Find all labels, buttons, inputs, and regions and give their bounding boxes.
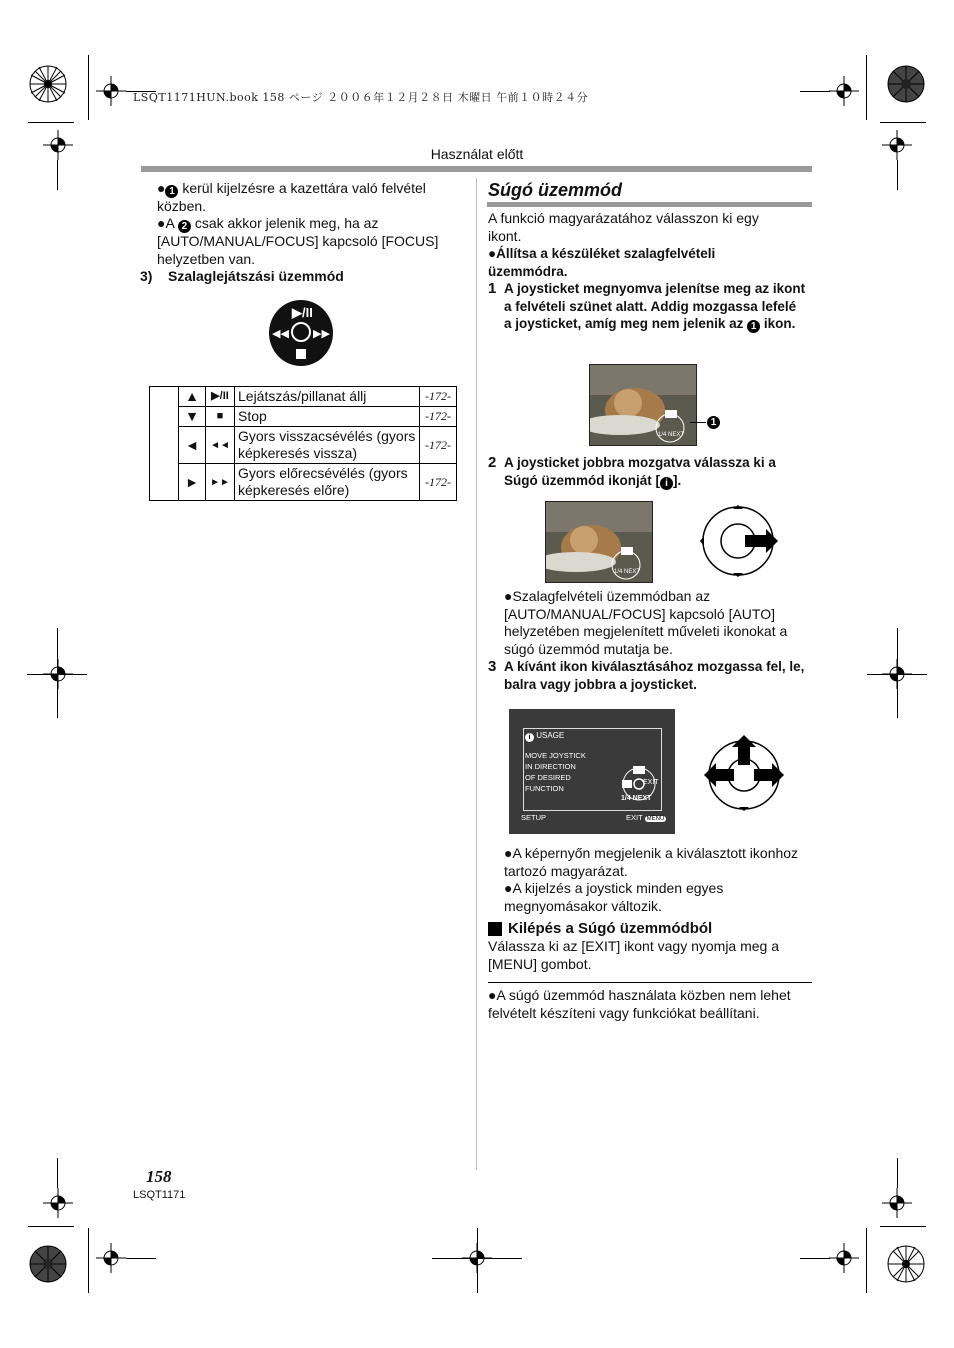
page-ref: -172-: [420, 387, 457, 407]
intro-text: A funkció magyarázatához válasszon ki egy ikont.: [488, 210, 759, 244]
play-pause-icon: ▶/II: [206, 387, 235, 407]
exit-label: EXIT: [643, 779, 659, 786]
next-label: 1/4 NEXT: [621, 795, 652, 802]
direction-arrow: ▼: [179, 407, 206, 427]
playback-joystick-icon: [268, 299, 334, 367]
page-ref: -172-: [420, 427, 457, 464]
operation-label: Stop: [235, 407, 420, 427]
page-number: 158: [146, 1167, 172, 1186]
crosshair-icon: [829, 1243, 859, 1273]
usage-screen: [509, 709, 675, 834]
callout-marker: 1: [165, 185, 178, 198]
note: ●A képernyőn megjelenik a kiválasztott ikonhoz tartozó magyarázat.: [504, 845, 799, 879]
svg-text:▶/II: ▶/II: [292, 305, 313, 320]
registration-wheel-icon: [28, 64, 68, 104]
crosshair-icon: [96, 1243, 126, 1273]
registration-wheel-icon: [886, 1244, 926, 1284]
info-icon: i: [525, 733, 534, 742]
callout-marker: 1: [707, 416, 720, 429]
exit-text: Válassza ki az [EXIT] ikont vagy nyomja meg a [MENU] gombot.: [488, 938, 780, 972]
subheading: 3) Szalaglejátszási üzemmód: [140, 268, 344, 284]
info-icon: i: [660, 477, 673, 490]
setup-label: SETUP: [521, 813, 547, 822]
camera-screen-dog: [589, 364, 697, 446]
svg-text:▶▶: ▶▶: [313, 328, 330, 340]
playback-operations-table: [149, 386, 457, 501]
step-text: A kívánt ikon kiválasztásához mozgassa fel, le, balra vagy jobbra a joysticket.: [504, 659, 805, 692]
section-square-icon: [488, 922, 502, 936]
exit-menu-label: EXIT MENU: [626, 813, 665, 822]
bullet-item: ● 1 kerül kijelzésre a kazettára való felvétel közben.: [157, 180, 426, 214]
print-info-line: LSQT1171HUN.book 158 ページ ２００６年１２月２８日 木曜日 午前１０時２４分: [133, 91, 589, 104]
divider-rule: [488, 982, 812, 983]
running-header: Használat előtt: [430, 146, 524, 162]
operation-label: Gyors előrecsévélés (gyors képkeresés előre): [235, 464, 420, 501]
svg-text:◀◀: ◀◀: [272, 328, 289, 340]
operation-label: Lejátszás/pillanat állj: [235, 387, 420, 407]
step-number: 3: [488, 658, 497, 675]
note: ●Szalagfelvételi üzemmódban az [AUTO/MANUAL/FOCUS] kapcsoló [AUTO] helyzetében megjelenített műveleti ikonokat a súgó üzemmód mutatja be.: [504, 588, 788, 657]
section-bar: [487, 202, 812, 207]
crosshair-icon: [96, 76, 126, 106]
rewind-icon: ◄◄: [206, 427, 235, 464]
document-code: LSQT1171: [133, 1189, 186, 1201]
camera-screen-dog: [545, 501, 653, 583]
step-text: A joysticket jobbra mozgatva válassza ki a Súgó üzemmód ikonját [ i ].: [504, 455, 776, 489]
direction-arrow: ►: [179, 464, 206, 501]
stop-icon: ■: [206, 407, 235, 427]
bullet-item: ●A 2 csak akkor jelenik meg, ha az [AUTO/MANUAL/FOCUS] kapcsoló [FOCUS] helyzetben van.: [157, 215, 439, 267]
pre-step: ●Állítsa a készüléket szalagfelvételi üzemmódra.: [488, 246, 716, 279]
callout-marker: 1: [747, 320, 760, 333]
fast-forward-icon: ►►: [206, 464, 235, 501]
table-row: [150, 427, 457, 464]
step-number: 2: [488, 454, 497, 471]
joystick-all-directions-icon: [704, 735, 784, 811]
final-note: ●A súgó üzemmód használata közben nem lehet felvételt készíteni vagy funkciókat beállítani.: [488, 987, 791, 1021]
subsection-heading: Kilépés a Súgó üzemmódból: [508, 920, 713, 937]
note: ●A kijelzés a joystick minden egyes megnyomásakor változik.: [504, 880, 724, 914]
usage-title-row: i USAGE: [525, 731, 564, 742]
section-title: Súgó üzemmód: [488, 180, 622, 200]
joystick-right-icon: [700, 505, 780, 577]
page-ref: -172-: [420, 464, 457, 501]
header-bar: [141, 166, 812, 172]
usage-message: MOVE JOYSTICK IN DIRECTION OF DESIRED FUNCTION: [525, 751, 586, 793]
column-divider: [476, 178, 477, 1170]
step-text: A joysticket megnyomva jelenítse meg az ikont a felvételi szünet alatt. Addig mozgassa lefelé a joysticket, amíg meg nem jelenik az 1 ikon.: [504, 281, 806, 332]
registration-wheel-icon: [886, 64, 926, 104]
crosshair-icon: [829, 76, 859, 106]
next-label: 1/4 NEXT: [614, 569, 641, 575]
table-row: [150, 464, 457, 501]
crosshair-icon: [43, 1188, 73, 1218]
registration-wheel-icon: [28, 1244, 68, 1284]
next-label: 1/4 NEXT: [658, 432, 685, 438]
step-number: 1: [488, 280, 497, 297]
table-row: [150, 387, 457, 407]
direction-arrow: ◄: [179, 427, 206, 464]
operation-label: Gyors visszacsévélés (gyors képkeresés vissza): [235, 427, 420, 464]
callout-marker: 2: [178, 220, 191, 233]
direction-arrow: ▲: [179, 387, 206, 407]
crosshair-icon: [882, 1188, 912, 1218]
table-row: [150, 407, 457, 427]
page-ref: -172-: [420, 407, 457, 427]
